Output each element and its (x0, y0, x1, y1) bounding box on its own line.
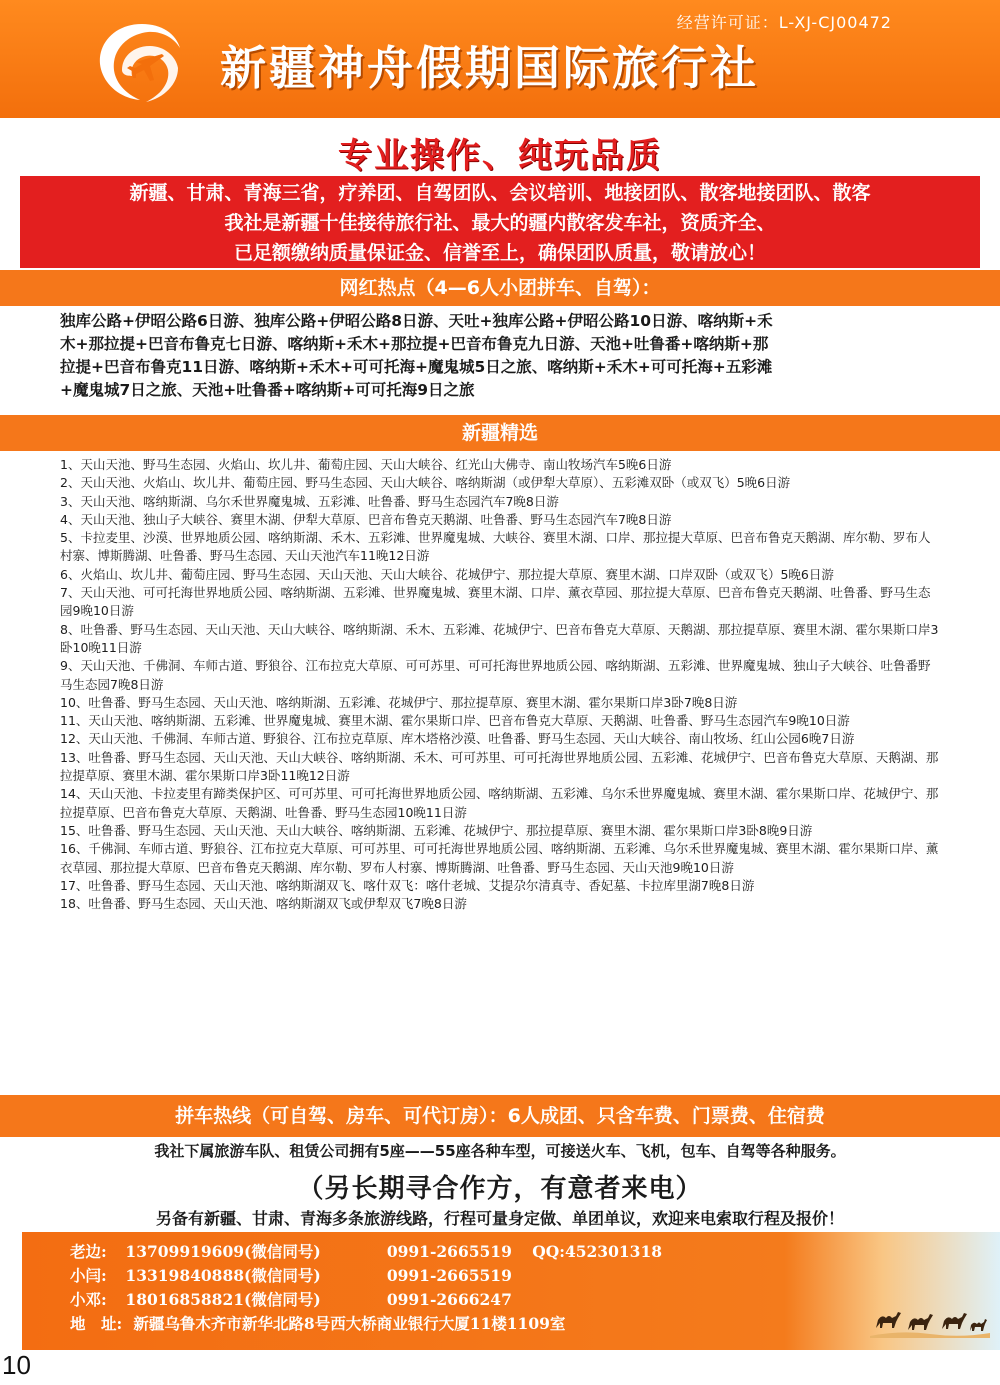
partner-text: （另长期寻合作方，有意者来电） (297, 1174, 703, 1204)
license-number: 经营许可证：L-XJ-CJ00472 (676, 13, 892, 32)
hot-section-title: 网红热点（4—6人小团拼车、自驾）： (0, 270, 1000, 306)
camel-caravan-icon (870, 1298, 990, 1338)
contact-rows (70, 1240, 662, 1336)
contact-panel (22, 1232, 1000, 1350)
slogan-text: 专业操作、纯玩品质 (338, 136, 662, 176)
contact-name: 小闫: (70, 1266, 107, 1285)
carpool-hotline-bar: 拼车热线（可自驾、房车、可代订房）：6人成团、只含车费、门票费、住宿费 (0, 1095, 1000, 1137)
route-item: 6、火焰山、坎儿井、葡萄庄园、野马生态园、天山天池、天山大峡谷、花城伊宁、那拉提大草原、赛里木湖、口岸双卧（或双飞）5晚6日游 (60, 566, 834, 582)
hot-line: 拉提+巴音布鲁克11日游、喀纳斯+禾木+可可托海+魔鬼城5日之旅、喀纳斯+禾木+可可托海+五彩滩 (60, 358, 773, 376)
address-label: 地 址: (70, 1314, 123, 1333)
intro-line: 我社是新疆十佳接待旅行社、最大的疆内散客发车社，资质齐全、 (224, 212, 776, 234)
route-item: 7、天山天池、可可托海世界地质公园、喀纳斯湖、五彩滩、世界魔鬼城、赛里木湖、口岸、薰衣草园、那拉提大草原、巴音布鲁克天鹅湖、吐鲁番、野马生态园9晚10日游 (60, 585, 931, 619)
contact-tel: 0991-2666247 (386, 1290, 512, 1309)
route-item: 8、吐鲁番、野马生态园、天山天池、天山大峡谷、喀纳斯湖、禾木、五彩滩、花城伊宁、巴音布鲁克大草原、天鹅湖、那拉提草原、赛里木湖、霍尔果斯口岸3卧10晚11日游 (60, 621, 939, 655)
route-item: 10、吐鲁番、野马生态园、天山天池、喀纳斯湖、五彩滩、花城伊宁、那拉提草原、赛里木湖、霍尔果斯口岸3卧7晚8日游 (60, 694, 738, 710)
route-item: 17、吐鲁番、野马生态园、天山天池、喀纳斯湖双飞、喀什双飞：喀什老城、艾提尕尔清真寺、香妃墓、卡拉库里湖7晚8日游 (60, 877, 755, 893)
contact-tel: 0991-2665519 (386, 1266, 512, 1285)
contact-qq: QQ:452301318 (532, 1242, 663, 1261)
route-item: 16、千佛洞、车师古道、野狼谷、江布拉克大草原、可可苏里、可可托海世界地质公园、喀纳斯湖、五彩滩、乌尔禾世界魔鬼城、赛里木湖、霍尔果斯口岸、薰衣草园、那拉提大草原、巴音布鲁克天鹅湖、库尔勒、罗布人村寨、博斯腾湖、吐鲁番、野马生态园、天山天池9晚10日游 (60, 841, 939, 875)
intro-line: 已足额缴纳质量保证金、信誉至上，确保团队质量，敬请放心！ (233, 242, 766, 264)
route-item: 11、天山天池、喀纳斯湖、五彩滩、世界魔鬼城、赛里木湖、霍尔果斯口岸、巴音布鲁克大草原、天鹅湖、吐鲁番、野马生态园汽车9晚10日游 (60, 713, 850, 729)
address-row (70, 1312, 662, 1336)
service-text: 我社下属旅游车队、租赁公司拥有5座——55座各种车型，可接送火车、飞机，包车、自驾等各种服务。 (154, 1142, 846, 1160)
route-item: 1、天山天池、野马生态园、火焰山、坎儿井、葡萄庄园、天山大峡谷、红光山大佛寺、南山牧场汽车5晚6日游 (60, 457, 672, 472)
route-item: 3、天山天池、喀纳斯湖、乌尔禾世界魔鬼城、五彩滩、吐鲁番、野马生态园汽车7晚8日游 (60, 493, 559, 509)
contact-row (70, 1264, 662, 1288)
route-item: 18、吐鲁番、野马生态园、天山天池、喀纳斯湖双飞或伊犁双飞7晚8日游 (60, 896, 467, 912)
contact-name: 小邓: (70, 1290, 107, 1309)
route-item: 13、吐鲁番、野马生态园、天山天池、天山大峡谷、喀纳斯湖、禾木、可可苏里、可可托海世界地质公园、五彩滩、花城伊宁、巴音布鲁克大草原、天鹅湖、那拉提草原、赛里木湖、霍尔果斯口岸3卧11晚12日游 (60, 749, 939, 784)
route-list (60, 456, 940, 913)
select-section-title: 新疆精选 (0, 415, 1000, 451)
intro-block (20, 176, 980, 268)
contact-row (70, 1288, 662, 1312)
hot-line: 木+那拉提+巴音布鲁克七日游、喀纳斯+禾木+那拉提+巴音布鲁克九日游、天池+吐鲁番+喀纳斯+那 (60, 335, 769, 353)
hot-line: +魔鬼城7日之旅、天池+吐鲁番+喀纳斯+可可托海9日之旅 (60, 381, 475, 399)
hot-line: 独库公路+伊昭公路6日游、独库公路+伊昭公路8日游、天吐+独库公路+伊昭公路10日游、喀纳斯+禾 (60, 312, 773, 330)
page-number: 10 (2, 1350, 31, 1380)
contact-mobile: 13319840888(微信同号) (125, 1266, 321, 1285)
contact-row (70, 1240, 662, 1264)
route-item: 9、天山天池、千佛洞、车师古道、野狼谷、江布拉克大草原、可可苏里、可可托海世界地质公园、喀纳斯湖、五彩滩、世界魔鬼城、独山子大峡谷、吐鲁番野马生态园7晚8日游 (60, 658, 931, 692)
header-banner (0, 0, 1000, 118)
address-value: 新疆乌鲁木齐市新华北路8号西大桥商业银行大厦11楼1109室 (133, 1314, 566, 1333)
swirl-plane-icon (92, 18, 192, 106)
route-item: 12、天山天池、千佛洞、车师古道、野狼谷、江布拉克草原、库木塔格沙漠、吐鲁番、野马生态园、天山大峡谷、南山牧场、红山公园6晚7日游 (60, 731, 855, 747)
contact-tel: 0991-2665519 (386, 1242, 512, 1261)
contact-name: 老边: (70, 1242, 107, 1261)
route-item: 2、天山天池、火焰山、坎儿井、葡萄庄园、野马生态园、天山大峡谷、喀纳斯湖（或伊犁大草原）、五彩滩双卧（或双飞）5晚6日游 (60, 475, 791, 491)
company-name: 新疆神舟假期国际旅行社 (220, 41, 759, 95)
contact-mobile: 13709919609(微信同号) (125, 1242, 321, 1261)
route-item: 15、吐鲁番、野马生态园、天山天池、天山大峡谷、喀纳斯湖、五彩滩、花城伊宁、那拉提草原、赛里木湖、霍尔果斯口岸3卧8晚9日游 (60, 822, 813, 838)
route-item: 4、天山天池、独山子大峡谷、赛里木湖、伊犁大草原、巴音布鲁克天鹅湖、吐鲁番、野马生态园汽车7晚8日游 (60, 511, 672, 527)
contact-mobile: 18016858821(微信同号) (125, 1290, 321, 1309)
slogan-band (0, 118, 1000, 176)
route-item: 5、卡拉麦里、沙漠、世界地质公园、喀纳斯湖、禾木、五彩滩、世界魔鬼城、大峡谷、赛里木湖、口岸、那拉提大草原、巴音布鲁克天鹅湖、库尔勒、罗布人村寨、博斯腾湖、吐鲁番、野马生态园、天山天池汽车11晚12日游 (60, 530, 931, 564)
extra-text: 另备有新疆、甘肃、青海多条旅游线路，行程可量身定做、单团单议，欢迎来电索取行程及报价！ (155, 1209, 844, 1228)
hot-routes (60, 310, 950, 402)
route-item: 14、天山天池、卡拉麦里有蹄类保护区、可可苏里、可可托海世界地质公园、喀纳斯湖、五彩滩、乌尔禾世界魔鬼城、赛里木湖、霍尔果斯口岸、花城伊宁、那拉提草原、巴音布鲁克大草原、天鹅湖、吐鲁番、野马生态园10晚11日游 (60, 786, 939, 820)
intro-line: 新疆、甘肃、青海三省，疗养团、自驾团队、会议培训、地接团队、散客地接团队、散客 (129, 182, 871, 204)
